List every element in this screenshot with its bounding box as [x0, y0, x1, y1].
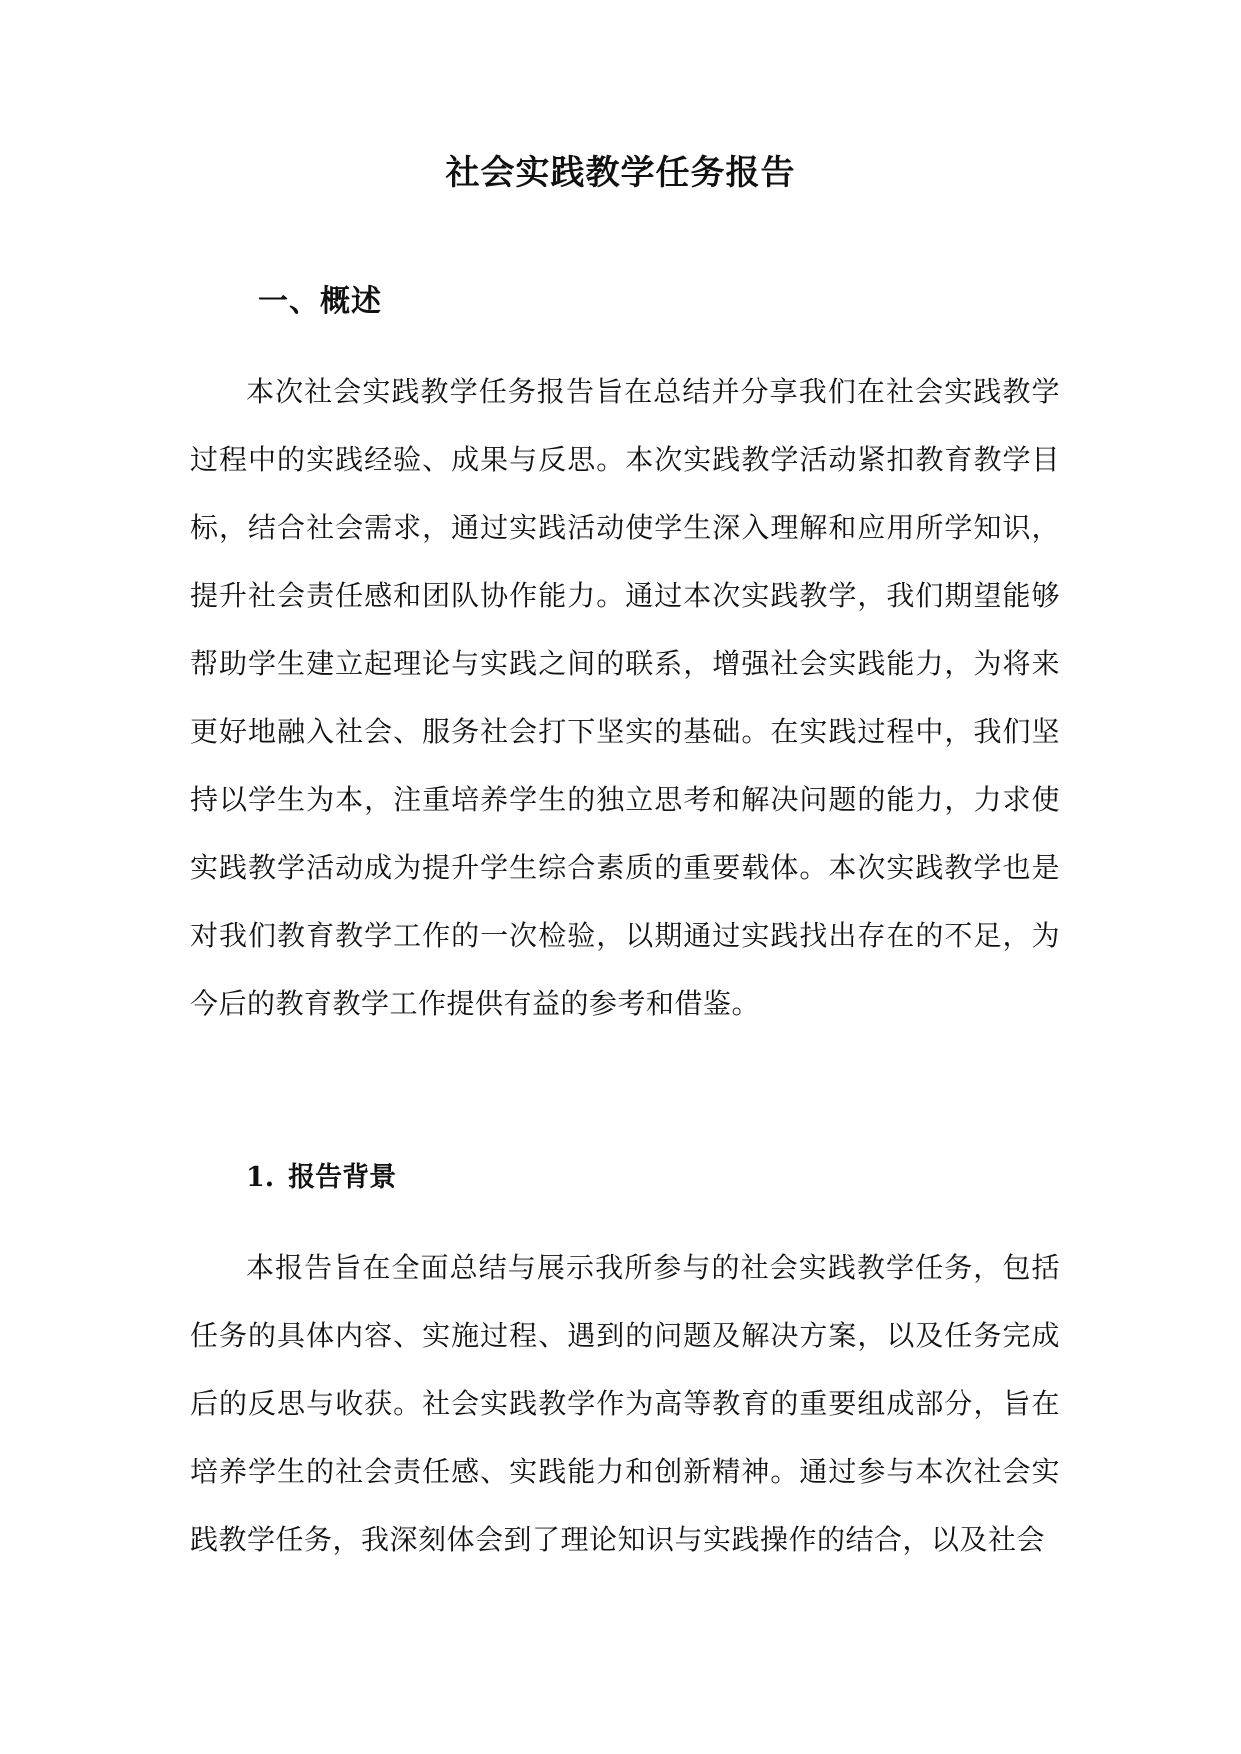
- subsection-number: 1.: [246, 1162, 275, 1193]
- subsection-title: 报告背景: [288, 1162, 397, 1193]
- section-heading-overview: 一、概述: [258, 284, 382, 319]
- subsection-heading-background: [246, 1158, 396, 1198]
- overview-paragraph: 本次社会实践教学任务报告旨在总结并分享我们在社会实践教学过程中的实践经验、成果与反思。本次实践教学活动紧扣教育教学目标，结合社会需求，通过实践活动使学生深入理解和应用所学知识，提升社会责任感和团队协作能力。通过本次实践教学，我们期望能够帮助学生建立起理论与实践之间的联系，增强社会实践能力，为将来更好地融入社会、服务社会打下坚实的基础。在实践过程中，我们坚持以学生为本，注重培养学生的独立思考和解决问题的能力，力求使实践教学活动成为提升学生综合素质的重要载体。本次实践教学也是对我们教育教学工作的一次检验，以期通过实践找出存在的不足，为今后的教育教学工作提供有益的参考和借鉴。: [190, 375, 1060, 1020]
- document-title: 社会实践教学任务报告: [445, 153, 796, 193]
- background-paragraph: 本报告旨在全面总结与展示我所参与的社会实践教学任务，包括任务的具体内容、实施过程、遇到的问题及解决方案，以及任务完成后的反思与收获。社会实践教学作为高等教育的重要组成部分，旨在培养学生的社会责任感、实践能力和创新精神。通过参与本次社会实践教学任务，我深刻体会到了理论知识与实践操作的结合，以及社会: [190, 1251, 1060, 1556]
